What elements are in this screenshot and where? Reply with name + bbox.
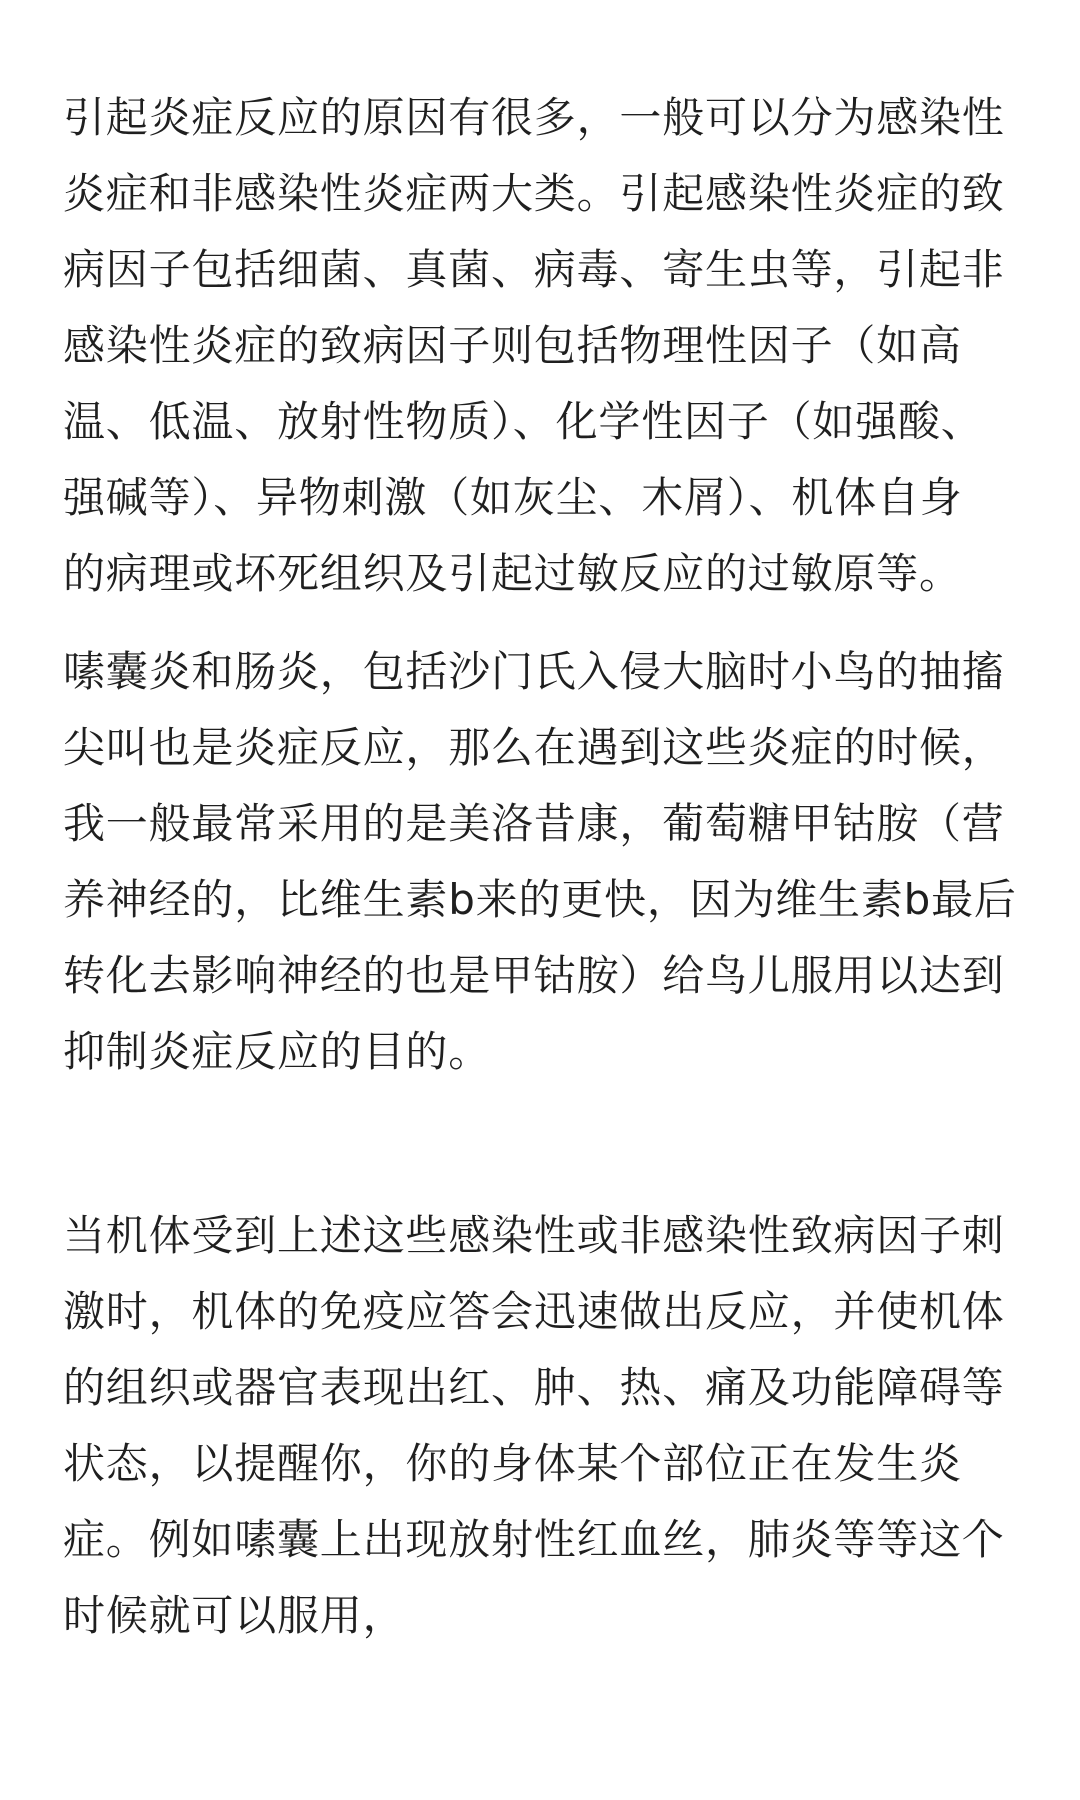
text-line: 状态，以提醒你，你的身体某个部位正在发生炎 [63, 1439, 962, 1488]
text-line: 转化去影响神经的也是甲钴胺）给鸟儿服用以达到 [63, 951, 1005, 1000]
paragraph-causes [63, 80, 1033, 612]
text-line: 抑制炎症反应的目的。 [63, 1027, 492, 1076]
text-line: 时候就可以服用， [63, 1591, 406, 1640]
text-line: 感染性炎症的致病因子则包括物理性因子（如高 [63, 321, 962, 370]
paragraph-immune-response [63, 1198, 1033, 1654]
text-line: 病因子包括细菌、真菌、病毒、寄生虫等，引起非 [63, 245, 1005, 294]
text-line: 症。例如嗉囊上出现放射性红血丝，肺炎等等这个 [63, 1515, 1005, 1564]
text-line: 引起炎症反应的原因有很多，一般可以分为感染性 [63, 93, 1005, 142]
text-line: 尖叫也是炎症反应，那么在遇到这些炎症的时候， [63, 723, 1005, 772]
text-line: 养神经的，比维生素b来的更快，因为维生素b最后 [63, 875, 1017, 924]
article-body [63, 80, 1033, 1654]
text-line: 当机体受到上述这些感染性或非感染性致病因子刺 [63, 1211, 1005, 1260]
paragraph-treatment [63, 634, 1033, 1090]
text-line: 强碱等）、异物刺激（如灰尘、木屑）、机体自身 [63, 473, 963, 522]
text-line: 的病理或坏死组织及引起过敏反应的过敏原等。 [63, 549, 962, 598]
text-line: 温、低温、放射性物质）、化学性因子（如强酸、 [63, 397, 984, 446]
text-line: 激时，机体的免疫应答会迅速做出反应，并使机体 [63, 1287, 1005, 1336]
text-line: 我一般最常采用的是美洛昔康，葡萄糖甲钴胺（营 [63, 799, 1005, 848]
text-line: 嗉囊炎和肠炎，包括沙门氏入侵大脑时小鸟的抽搐 [63, 647, 1005, 696]
text-line: 炎症和非感染性炎症两大类。引起感染性炎症的致 [63, 169, 1005, 218]
text-line: 的组织或器官表现出红、肿、热、痛及功能障碍等 [63, 1363, 1005, 1412]
